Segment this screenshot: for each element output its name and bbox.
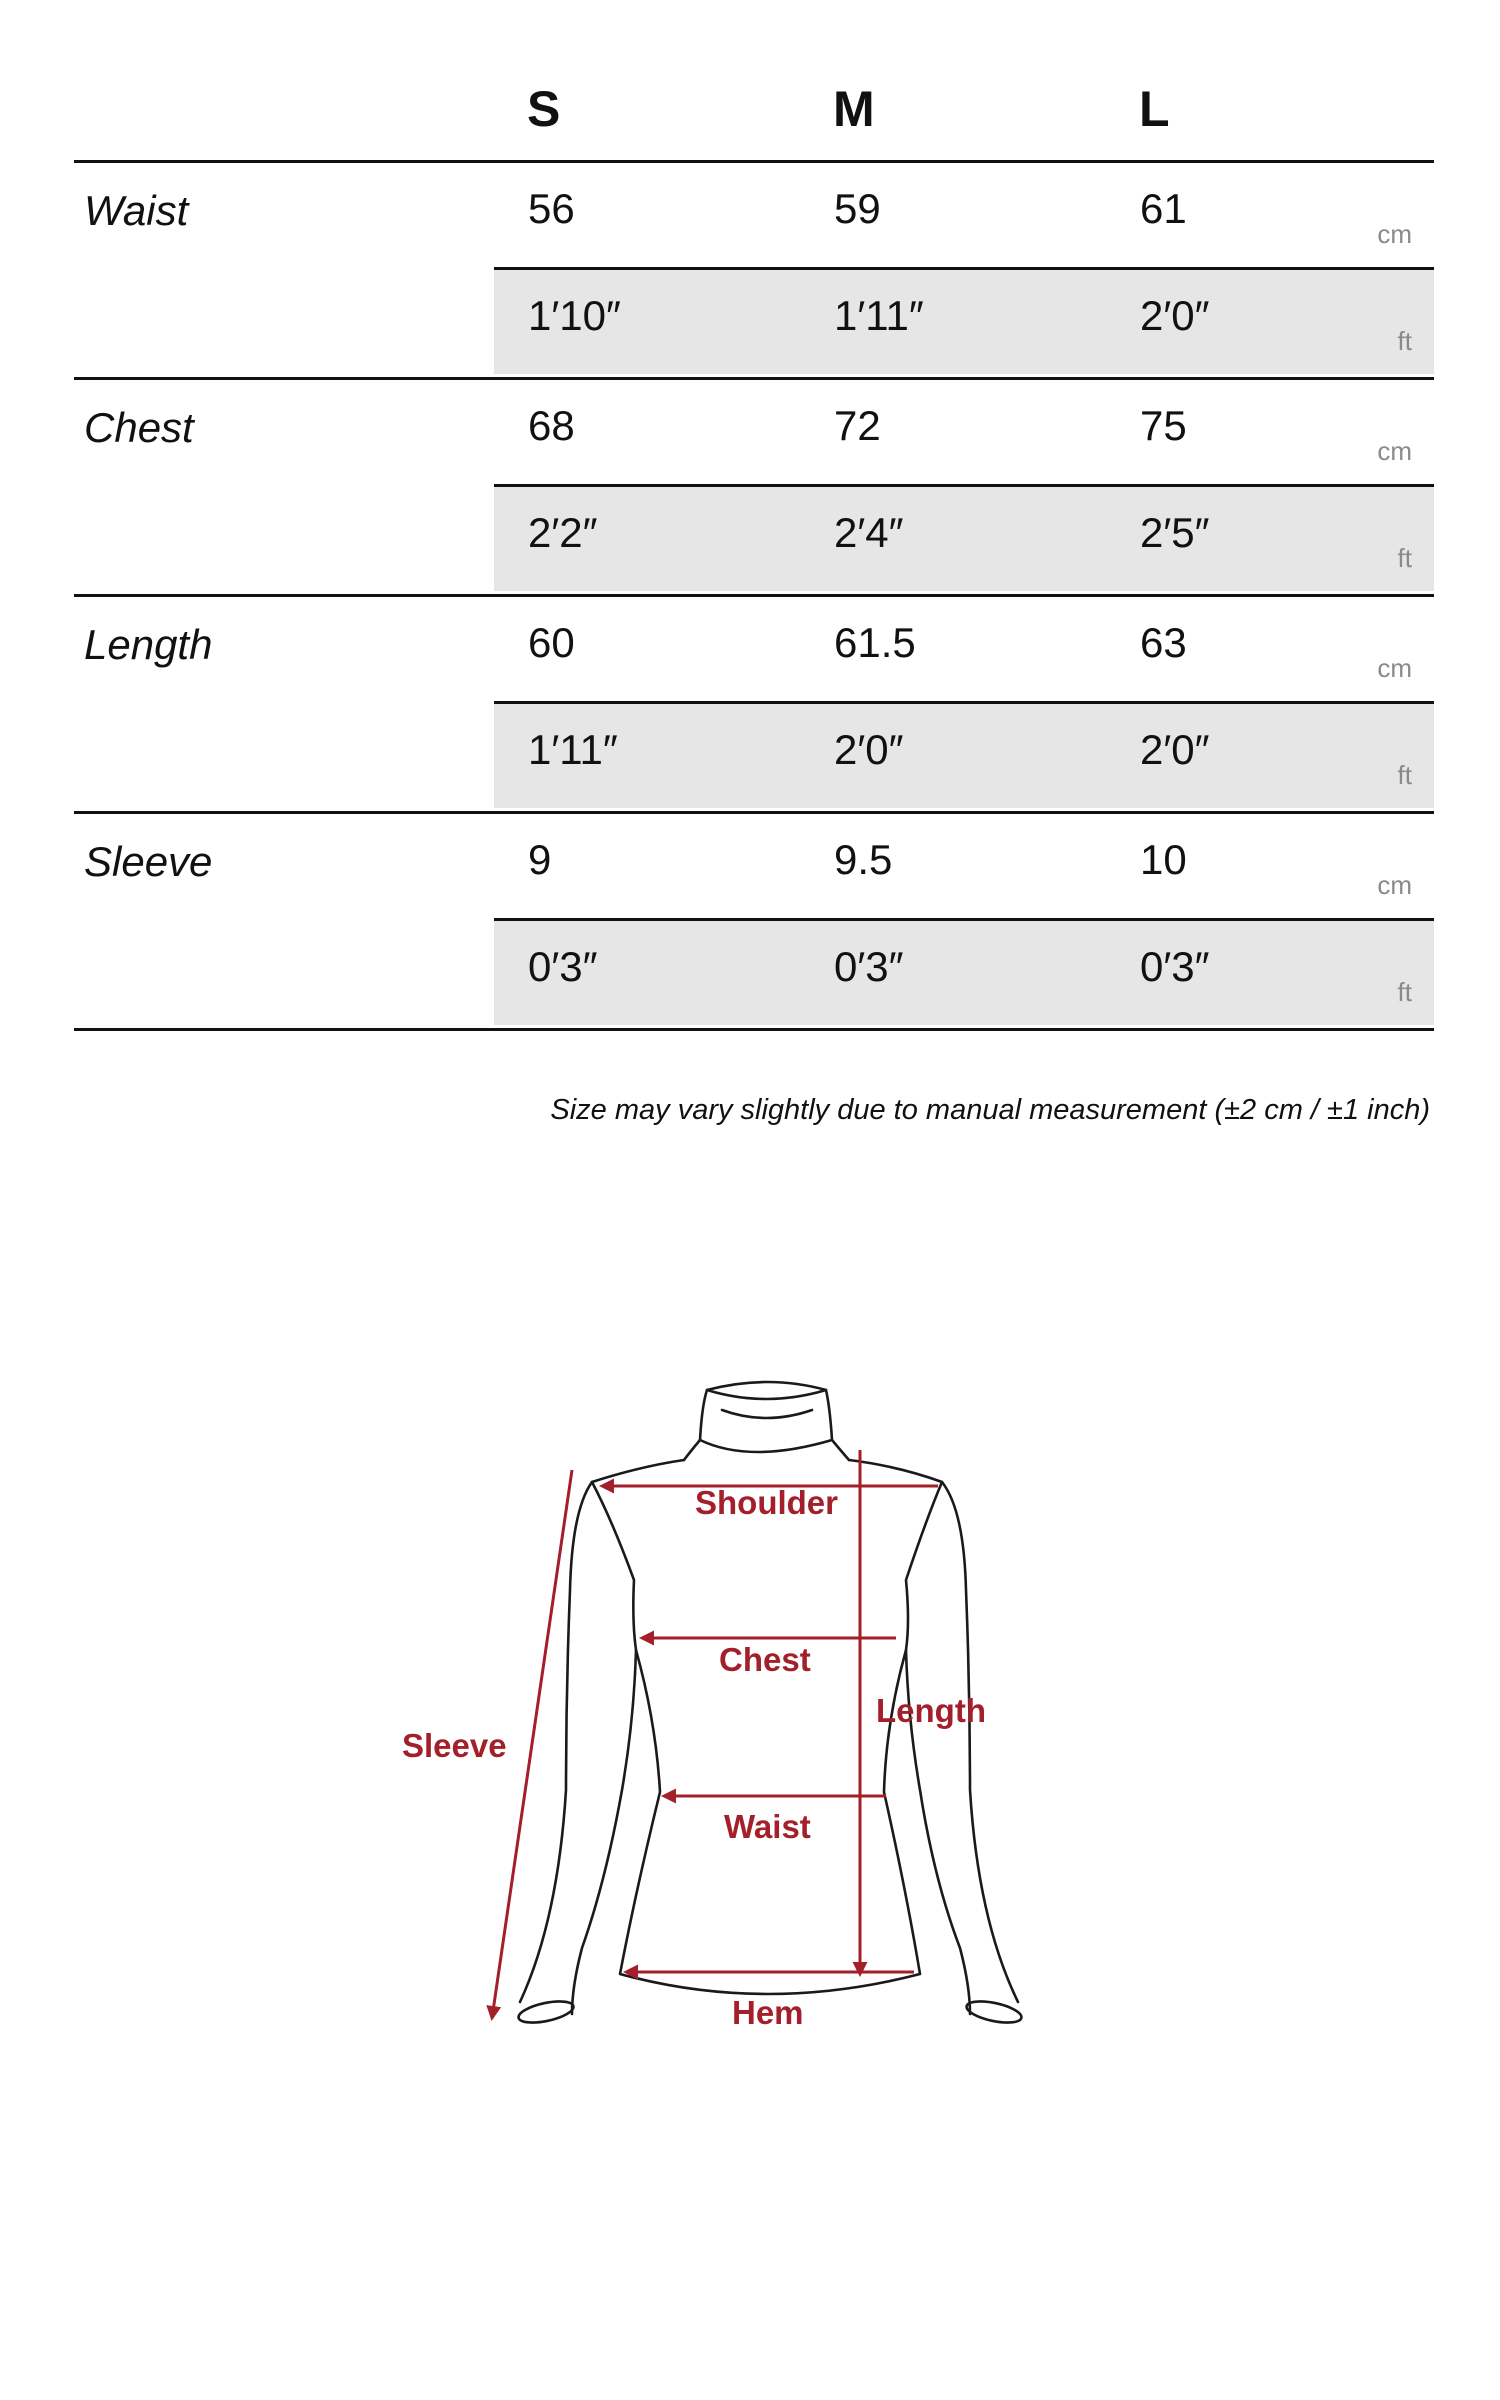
measure-label-waist: Waist xyxy=(84,187,189,234)
chest-cm-row xyxy=(494,380,1434,487)
length-ft-l: 2′0″ xyxy=(1140,726,1210,773)
waist-ft-s: 1′10″ xyxy=(528,292,621,339)
chest-ft-row xyxy=(494,487,1434,591)
size-header-row xyxy=(74,60,1434,163)
sleeve-cm-row xyxy=(494,814,1434,921)
chest-label: Chest xyxy=(719,1641,811,1678)
measure-group-length xyxy=(74,597,1434,814)
waist-ft-m: 1′11″ xyxy=(834,292,924,339)
length-cm-row xyxy=(494,597,1434,704)
measure-group-waist xyxy=(74,163,1434,380)
size-header-s: S xyxy=(527,81,561,137)
sleeve-cm-m: 9.5 xyxy=(834,836,893,883)
unit-label-ft: ft xyxy=(1397,977,1412,1007)
shoulder-label: Shoulder xyxy=(695,1484,839,1521)
measure-label-sleeve: Sleeve xyxy=(84,838,213,885)
chest-cm-l: 75 xyxy=(1140,402,1187,449)
length-label: Length xyxy=(876,1692,986,1729)
sleeve-cm-l: 10 xyxy=(1140,836,1187,883)
measurement-diagram xyxy=(380,1360,1040,2080)
unit-label-ft: ft xyxy=(1397,326,1412,356)
chest-cm-s: 68 xyxy=(528,402,575,449)
waist-cm-row xyxy=(494,163,1434,270)
measure-label-chest: Chest xyxy=(84,404,194,451)
waist-cm-m: 59 xyxy=(834,185,881,232)
measure-label-length: Length xyxy=(84,621,213,668)
length-ft-m: 2′0″ xyxy=(834,726,904,773)
unit-label-cm: cm xyxy=(1377,219,1412,249)
measure-group-sleeve xyxy=(74,814,1434,1031)
size-header-l: L xyxy=(1139,81,1170,137)
sleeve-ft-m: 0′3″ xyxy=(834,943,904,990)
sleeve-cm-s: 9 xyxy=(528,836,552,883)
waist-label: Waist xyxy=(724,1808,811,1845)
waist-cm-s: 56 xyxy=(528,185,575,232)
waist-cm-l: 61 xyxy=(1140,185,1187,232)
measurement-note: Size may vary slightly due to manual measurement (±2 cm / ±1 inch) xyxy=(550,1094,1430,1126)
length-cm-s: 60 xyxy=(528,619,575,666)
size-header-m: M xyxy=(833,81,875,137)
sleeve-label: Sleeve xyxy=(402,1727,507,1764)
unit-label-ft: ft xyxy=(1397,543,1412,573)
chest-ft-m: 2′4″ xyxy=(834,509,904,556)
length-ft-s: 1′11″ xyxy=(528,726,618,773)
chest-cm-m: 72 xyxy=(834,402,881,449)
chest-ft-l: 2′5″ xyxy=(1140,509,1210,556)
unit-label-cm: cm xyxy=(1377,653,1412,683)
sleeve-ft-s: 0′3″ xyxy=(528,943,598,990)
unit-label-cm: cm xyxy=(1377,870,1412,900)
hem-label: Hem xyxy=(732,1994,804,2031)
unit-label-cm: cm xyxy=(1377,436,1412,466)
size-chart-table xyxy=(74,60,1434,1126)
sleeve-ft-l: 0′3″ xyxy=(1140,943,1210,990)
length-ft-row xyxy=(494,704,1434,808)
chest-ft-s: 2′2″ xyxy=(528,509,598,556)
length-cm-m: 61.5 xyxy=(834,619,916,666)
sleeve-ft-row xyxy=(494,921,1434,1025)
length-cm-l: 63 xyxy=(1140,619,1187,666)
waist-ft-l: 2′0″ xyxy=(1140,292,1210,339)
waist-ft-row xyxy=(494,270,1434,374)
measure-group-chest xyxy=(74,380,1434,597)
measurement-arrows xyxy=(492,1450,938,2018)
unit-label-ft: ft xyxy=(1397,760,1412,790)
